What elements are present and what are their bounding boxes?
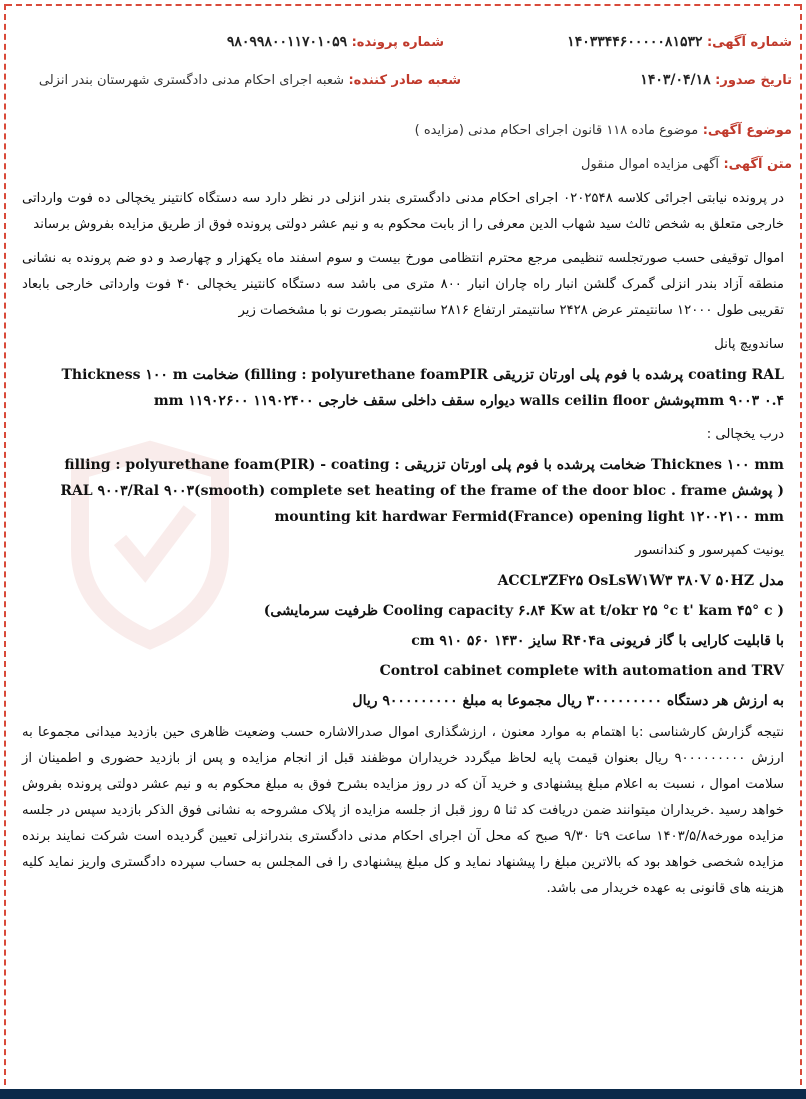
- bottom-bar: [0, 1089, 806, 1099]
- ad-body: [22, 186, 784, 910]
- sandwich-spec-line-2: ۰.۴ mm ۹۰۰۳پوشش walls ceilin floor دیواره سقف داخلی سقف خارجی ۱۱۹۰۲۴۰۰ ۱۱۹۰۲۶۰۰ mm: [153, 393, 784, 409]
- issuer-value: شعبه اجرای احکام مدنی دادگستری شهرستان بندر انزلی: [38, 73, 345, 88]
- price-line: به ارزش هر دستگاه ۳۰۰۰۰۰۰۰۰۰ ریال مجموعا به مبلغ ۹۰۰۰۰۰۰۰۰۰ ریال: [352, 693, 784, 709]
- top-dashed-border: [6, 4, 800, 6]
- sandwich-spec-line-1: coating RAL پرشده با فوم پلی اورتان تزریقی filling : polyurethane foamPIR) ضخامت Thickness ۱۰۰ m: [61, 367, 784, 383]
- ad-text-label: متن آگهی:: [723, 157, 792, 172]
- issue-date-label: تاریخ صدور:: [715, 73, 792, 88]
- case-number-label: شماره پرونده:: [351, 35, 444, 50]
- control-cabinet-line: Control cabinet complete with automation and TRV: [379, 663, 784, 679]
- door-spec-line-3: mounting kit hardwar Fermid(France) opening light ۱۲۰۰۲۱۰۰ mm: [274, 509, 784, 525]
- subject: [415, 122, 792, 138]
- issuer-label: شعبه صادر کننده:: [348, 73, 461, 88]
- cooling-capacity-line: ( Cooling capacity ۶.۸۴ Kw at t/okr ۲۵ °c t' kam ۴۵° c ظرفیت سرمایشی): [263, 603, 784, 619]
- ad-number-value: ۱۴۰۳۳۴۴۶۰۰۰۰۰۸۱۵۳۲: [567, 34, 703, 50]
- paragraph-intro: در پرونده نیابتی اجرائی کلاسه ۰۲۰۲۵۴۸ اجرای احکام مدنی دادگستری بندر انزلی در نظر دارد سه دستگاه کانتینر یخچالی ده فوت وارداتی خارجی متعلق به شخص ثالث سید شهاب الدین معرفی را از بابت محکوم به و نیم عشر دولتی پرونده فوق از طریق مزایده بفروش برساند: [22, 191, 784, 232]
- ad-text-title: [581, 156, 792, 172]
- sandwich-heading: ساندویچ پانل: [714, 337, 784, 352]
- case-number-value: ۹۸۰۹۹۸۰۰۱۱۷۰۱۰۵۹: [226, 34, 348, 50]
- issuer: [39, 72, 461, 88]
- paragraph-expert-report: نتیجه گزارش کارشناسی :با اهتمام به موارد معنون ، ارزشگذاری اموال صدرالاشاره حسب وضعیت ظاهری حین بازدید میدانی مجموعا به ارزش ۹۰۰۰۰۰۰۰۰۰ ریال بعنوان قیمت پایه لحاظ میگردد خریداران موظفند قبل از انجام مزایده و پس از بازدید حضوری و اطمینان از سلامت اموال ، نسبت به اعلام مبلغ پیشنهادی و خرید آن که در روز مزایده بشرح فوق به مبلغ محکوم به و نیم عشر دولتی پرونده بفروش خواهد رسید .خریداران میتوانند ضمن دریافت کد ثنا ۵ روز قبل از جلسه مزایده از پلاک مشروحه به نشانی فوق الذکر بازدید سپس در جلسه مزایده مورخه۱۴۰۳/۵/۸ ساعت ۹تا ۹/۳۰ صبح که محل آن اجرای احکام مدنی دادگستری بندرانزلی تعیین گردیده است شرکت نمایند برنده مزایده شخصی خواهد بود که بالاترین مبلغ را پیشنهاد نماید و کل مبلغ پیشنهادی را فی المجلس به حساب سپرده دادگستری واریز نماید کلیه هزینه های قانونی به عهده خریدار می باشد.: [22, 725, 785, 896]
- case-number: [227, 34, 444, 50]
- right-dashed-border: [800, 4, 802, 1085]
- paragraph-seized-goods: اموال توقیفی حسب صورتجلسه تنظیمی مرجع محترم انتظامی مورخ بیست و سوم اسفند ماه یکهزار و چهارصد و دو ضم پرونده به نشانی منطقه آزاد بندر انزلی گمرک گلشن انبار راه چاران انبار ۸۰۰ متری می باشد سه دستگاه کانتینر یخچالی ۴۰ فوت وارداتی خارجی بابعاد تقریبی طول ۱۲۰۰۰ سانتیمتر عرض ۲۴۲۸ سانتیمتر ارتفاع ۲۸۱۶ سانتیمتر بصورت نو با مشخصات زیر: [22, 251, 785, 318]
- issue-date: [640, 72, 792, 88]
- left-dashed-border: [4, 4, 6, 1085]
- door-spec-line-2: ( پوشش RAL ۹۰۰۳/Ral ۹۰۰۳(smooth) complete set heating of the frame of the door bloc . frame: [60, 483, 784, 499]
- issue-date-value: ۱۴۰۳/۰۴/۱۸: [640, 72, 711, 88]
- door-heading: درب یخچالی :: [706, 427, 784, 442]
- ad-text-value: آگهی مزایده اموال منقول: [581, 157, 720, 172]
- ad-number-label: شماره آگهی:: [706, 35, 792, 50]
- unit-heading: یونیت کمپرسور و کندانسور: [635, 543, 784, 558]
- subject-label: موضوع آگهی:: [702, 123, 792, 138]
- gas-size-line: با قابلیت کارایی با گاز فریونی R۴۰۴a سایز ۱۴۳۰ ۵۶۰ ۹۱۰ cm: [411, 633, 784, 649]
- door-spec-line-1: Thicknes ۱۰۰ mm ضخامت پرشده با فوم پلی اورتان تزریقی : filling : polyurethane foam(PIR) - coating: [64, 457, 784, 473]
- subject-value: موضوع ماده ۱۱۸ قانون اجرای احکام مدنی (مزایده ): [414, 123, 699, 138]
- model-line: مدل ACCL۳ZF۲۵ OsLsW۱W۳ ۳۸۰V ۵۰HZ: [497, 573, 784, 589]
- ad-number: [567, 34, 792, 50]
